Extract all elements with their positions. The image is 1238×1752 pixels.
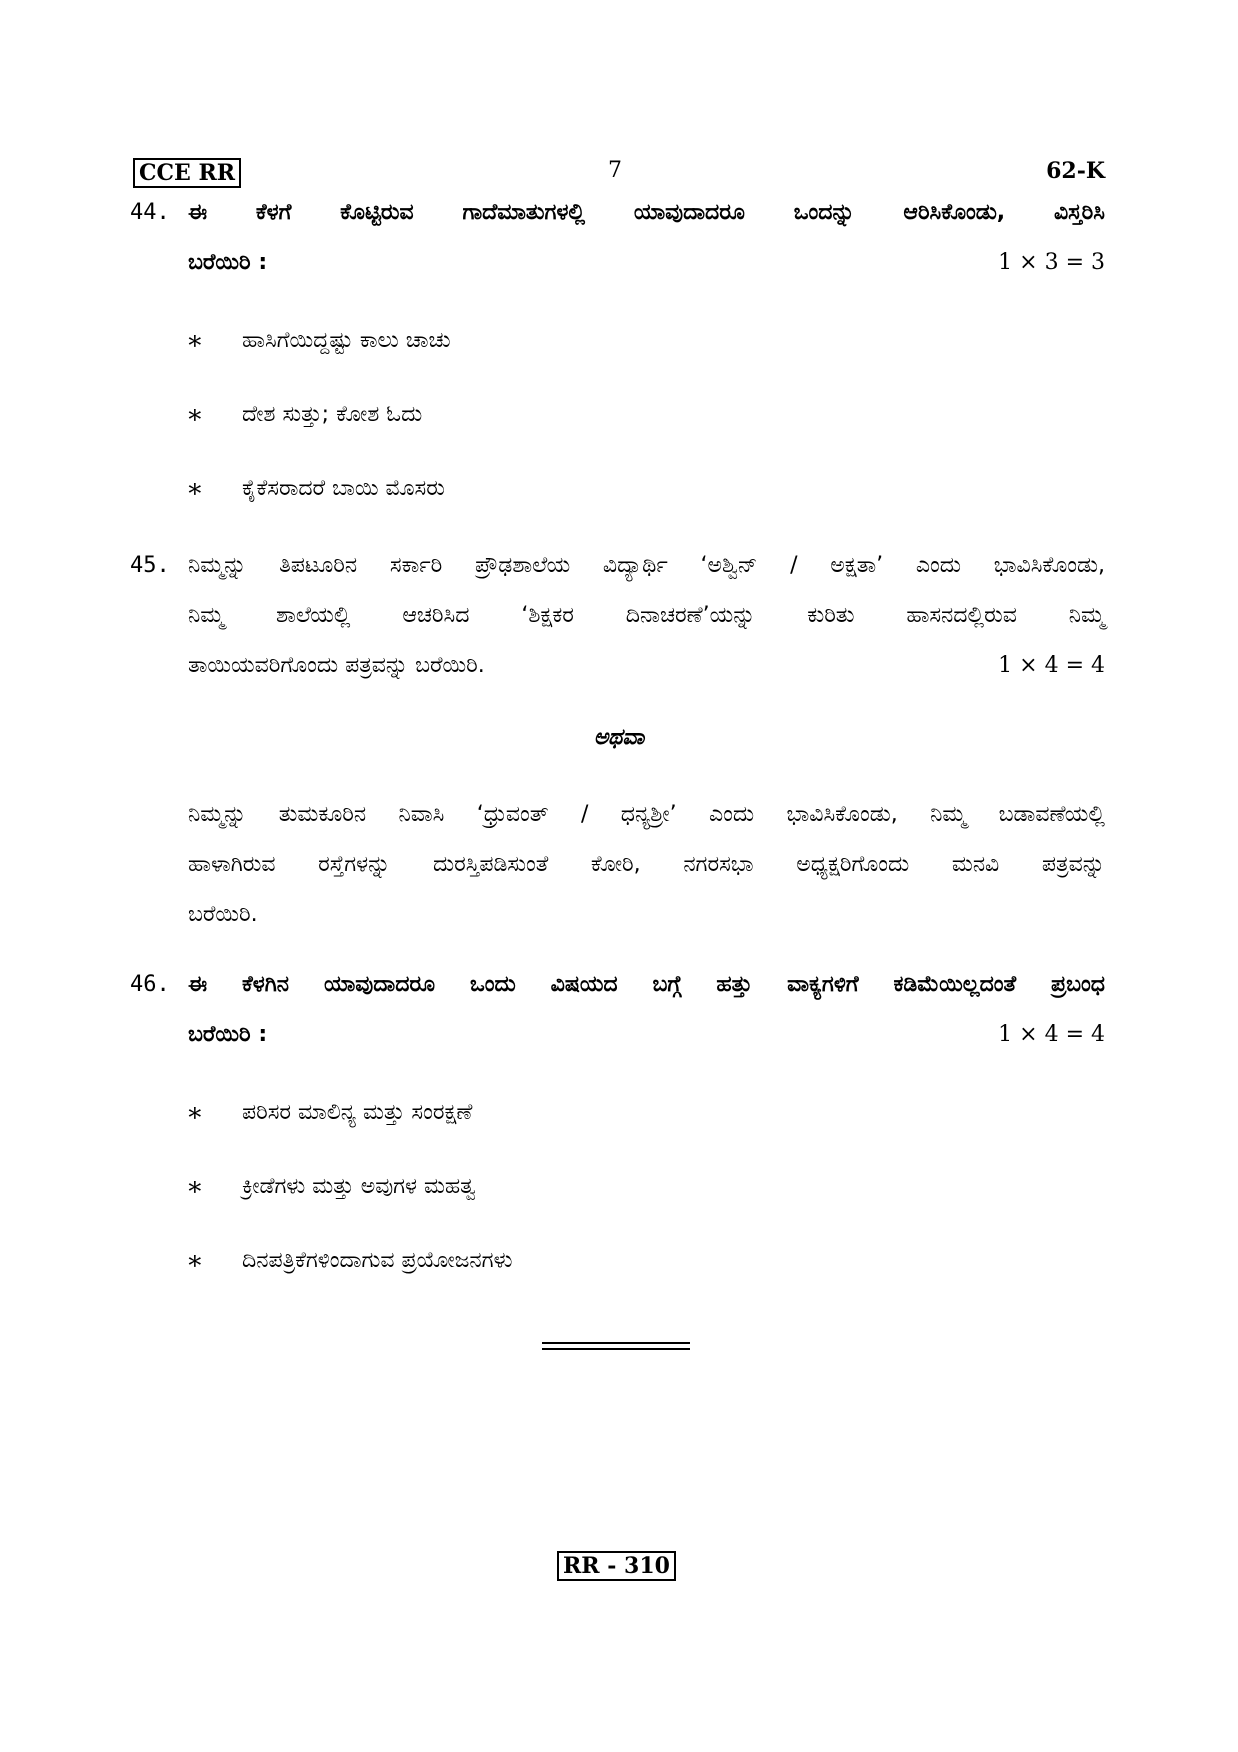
- bullet-icon: ∗: [186, 326, 204, 356]
- q46-item-2: ಕ್ರೀಡೆಗಳು ಮತ್ತು ಅವುಗಳ ಮಹತ್ವ: [242, 1174, 476, 1199]
- word: ವಿದ್ಯಾರ್ಥಿ: [602, 553, 668, 578]
- bullet-icon: ∗: [186, 1246, 204, 1276]
- word: /: [790, 553, 798, 578]
- word: ನಿಮ್ಮ: [1068, 603, 1105, 628]
- end-rule-top: [542, 1342, 690, 1344]
- word: ಈ: [188, 200, 208, 225]
- end-rule-bottom: [542, 1348, 690, 1350]
- word: ಹಾಸನದಲ್ಲಿರುವ: [906, 603, 1017, 628]
- word: ತುಮಕೂರಿನ: [278, 802, 367, 827]
- word: ತಿಪಟೂರಿನ: [279, 553, 358, 578]
- bullet-icon: ∗: [186, 1172, 204, 1202]
- word: ಶಾಲೆಯಲ್ಲಿ: [276, 603, 351, 628]
- word: ಈ: [188, 972, 208, 997]
- q44-line-2: ಬರೆಯಿರಿ :: [188, 250, 268, 275]
- word: ನಿವಾಸಿ: [398, 802, 445, 827]
- word: /: [580, 802, 589, 827]
- word: ಪತ್ರವನ್ನು: [1041, 852, 1105, 877]
- word: ಅಧ್ಯಕ್ಷರಿಗೊಂದು: [796, 852, 910, 877]
- q46-item-3: ದಿನಪತ್ರಿಕೆಗಳಿಂದಾಗುವ ಪ್ರಯೋಜನಗಳು: [242, 1248, 513, 1273]
- word: ಪ್ರಬಂಧ: [1051, 972, 1105, 997]
- word: ಕೆಳಗೆ: [255, 200, 292, 225]
- word: ಪ್ರೌಢಶಾಲೆಯ: [475, 553, 571, 578]
- word: ರಸ್ತೆಗಳನ್ನು: [318, 852, 391, 877]
- word: ದುರಸ್ತಿಪಡಿಸುಂತೆ: [432, 852, 549, 877]
- q46-marks: 1 × 4 = 4: [998, 1022, 1105, 1047]
- q46-item-1: ಪರಿಸರ ಮಾಲಿನ್ಯ ಮತ್ತು ಸಂರಕ್ಷಣೆ: [242, 1100, 473, 1125]
- word: ಎಂದು: [708, 802, 755, 827]
- question-number-44: 44.: [130, 200, 170, 225]
- question-number-45: 45.: [130, 553, 170, 578]
- q45-line-3: ತಾಯಿಯವರಿಗೊಂದು ಪತ್ರವನ್ನು ಬರೆಯಿರಿ.: [188, 653, 485, 678]
- header-right-code: 62-K: [1046, 158, 1105, 184]
- word: ಹಾಳಾಗಿರುವ: [188, 852, 276, 877]
- word: ‘ಧ್ರುವಂತ್: [476, 802, 549, 827]
- footer-code: RR - 310: [557, 1551, 676, 1581]
- word: ಕೆಳಗಿನ: [242, 972, 290, 997]
- header-left-code: CCE RR: [133, 158, 241, 188]
- q44-marks: 1 × 3 = 3: [998, 250, 1105, 275]
- word: ಆಚರಿಸಿದ: [402, 603, 470, 628]
- word: ಹತ್ತು: [716, 972, 753, 997]
- word: ನಿಮ್ಮನ್ನು: [188, 553, 247, 578]
- bullet-icon: ∗: [186, 1098, 204, 1128]
- question-number-46: 46.: [130, 972, 170, 997]
- q45-alt-line-3: ಬರೆಯಿರಿ.: [188, 902, 258, 927]
- q45-alt-line-2: [188, 852, 1105, 877]
- word: ನಿಮ್ಮ: [930, 802, 967, 827]
- word: ಬಗ್ಗೆ: [652, 972, 682, 997]
- word: ಭಾವಿಸಿಕೊಂಡು,: [786, 802, 898, 827]
- q44-item-1: ಹಾಸಿಗೆಯಿದ್ದಷ್ಟು ಕಾಲು ಚಾಚು: [242, 328, 451, 353]
- word: ಕಡಿಮೆಯಿಲ್ಲದಂತೆ: [893, 972, 1017, 997]
- or-heading: ಅಥವಾ: [593, 725, 645, 750]
- bullet-icon: ∗: [186, 400, 204, 430]
- q45-alt-line-1: [188, 802, 1105, 827]
- word: ವಿಷಯದ: [550, 972, 618, 997]
- q44-item-3: ಕೈಕೆಸರಾದರೆ ಬಾಯಿ ಮೊಸರು: [242, 476, 445, 501]
- q46-line-2: ಬರೆಯಿರಿ :: [188, 1022, 268, 1047]
- word: ಸರ್ಕಾರಿ: [389, 553, 443, 578]
- word: ಗಾದೆಮಾತುಗಳಲ್ಲಿ: [462, 200, 586, 225]
- word: ಧನ್ಯಶ್ರೀ’: [620, 802, 677, 827]
- q44-line-1: [188, 200, 1105, 225]
- q44-item-2: ದೇಶ ಸುತ್ತು; ಕೋಶ ಓದು: [242, 402, 423, 427]
- word: ಯಾವುದಾದರೂ: [633, 200, 745, 225]
- word: ಅಕ್ಷತಾ’: [830, 553, 884, 578]
- word: ಕುರಿತು: [807, 603, 855, 628]
- word: ನಿಮ್ಮ: [188, 603, 225, 628]
- word: ‘ಶಿಕ್ಷಕರ: [521, 603, 574, 628]
- word: ಒಂದನ್ನು: [793, 200, 855, 225]
- word: ಬಡಾವಣೆಯಲ್ಲಿ: [998, 802, 1105, 827]
- word: ದಿನಾಚರಣೆ’ಯನ್ನು: [625, 603, 756, 628]
- word: ಮನವಿ: [951, 852, 1000, 877]
- q45-marks: 1 × 4 = 4: [998, 653, 1105, 678]
- word: ಎಂದು: [915, 553, 961, 578]
- word: ಕೊಟ್ಟಿರುವ: [340, 200, 414, 225]
- word: ಭಾವಿಸಿಕೊಂಡು,: [993, 553, 1105, 578]
- word: ಕೋರಿ,: [590, 852, 641, 877]
- word: ನಗರಸಭಾ: [683, 852, 754, 877]
- word: ಆರಿಸಿಕೊಂಡು,: [903, 200, 1006, 225]
- word: ‘ಅಶ್ವಿನ್: [700, 553, 758, 578]
- word: ವಾಕ್ಯಗಳಿಗೆ: [787, 972, 859, 997]
- q45-line-1: [188, 553, 1105, 578]
- q46-line-1: [188, 972, 1105, 997]
- word: ವಿಸ್ತರಿಸಿ: [1053, 200, 1105, 225]
- word: ಒಂದು: [470, 972, 516, 997]
- page-number: 7: [608, 158, 622, 183]
- word: ಯಾವುದಾದರೂ: [323, 972, 436, 997]
- word: ನಿಮ್ಮನ್ನು: [188, 802, 247, 827]
- bullet-icon: ∗: [186, 474, 204, 504]
- q45-line-2: [188, 603, 1105, 628]
